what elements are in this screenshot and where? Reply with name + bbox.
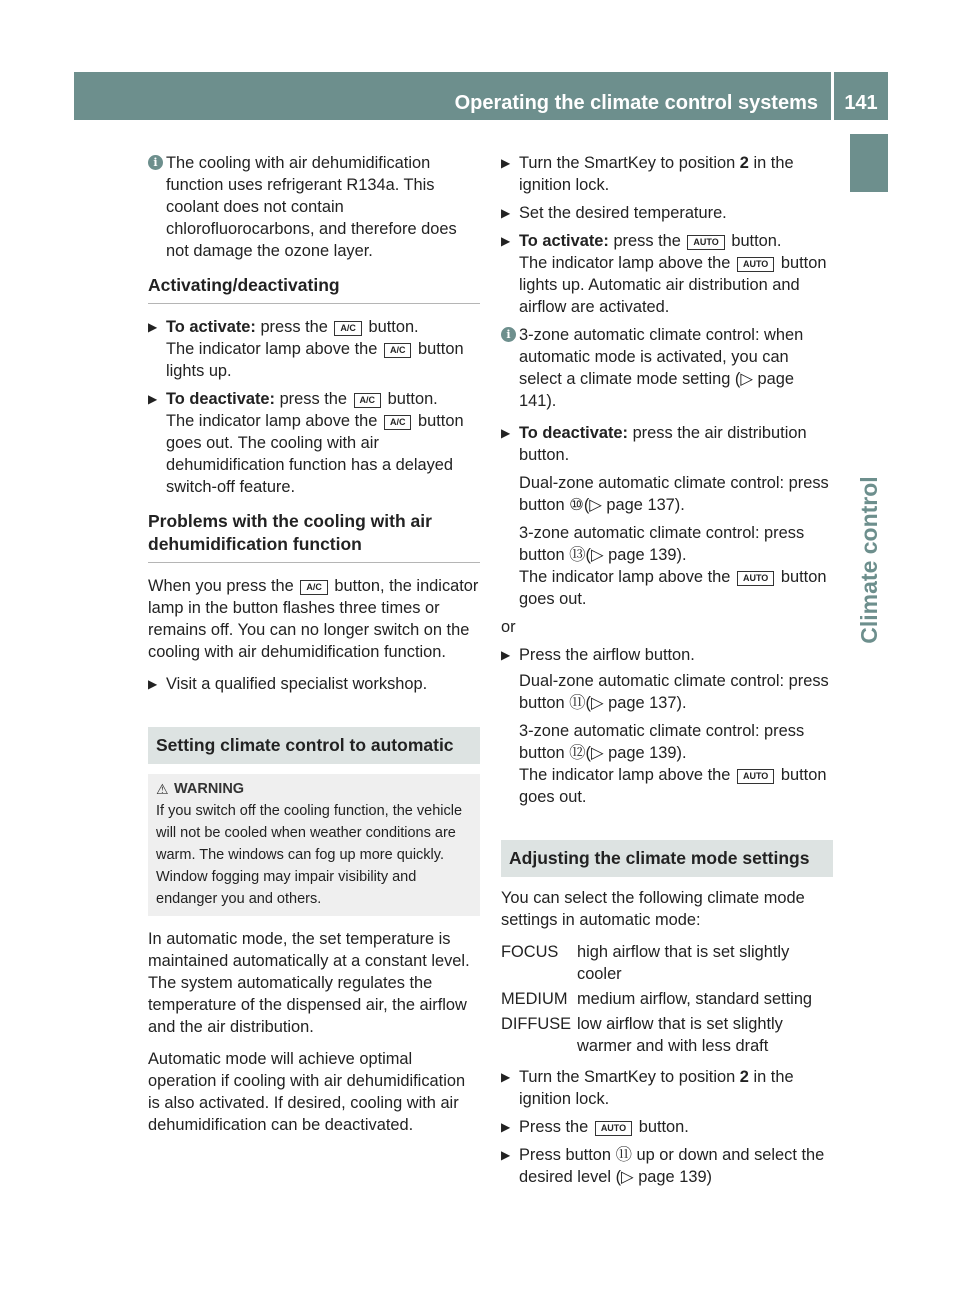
step-airflow xyxy=(501,644,833,808)
warning-title xyxy=(156,778,472,800)
info-note-3zone xyxy=(501,324,833,412)
step-arrow-icon: ▶ xyxy=(501,648,511,662)
step-text: Visit a qualified specialist workshop. xyxy=(166,675,428,693)
step-detail-out xyxy=(519,764,833,808)
mode-desc: medium airflow, standard setting xyxy=(577,990,813,1008)
auto-paragraph-1: In automatic mode, the set temperature is maintained automatically at a constant level. The system automatically regulates the temperature of the dispensed air, the airflow and the air distribution. xyxy=(148,930,470,1036)
right-column xyxy=(501,152,833,1194)
mode-name: DIFFUSE xyxy=(501,1015,572,1033)
step-detail-out xyxy=(519,566,833,610)
step-text: The indicator lamp above the xyxy=(519,568,731,586)
step-arrow-icon: ▶ xyxy=(148,677,158,691)
step-text: Set the desired temperature. xyxy=(519,204,727,222)
step-arrow-icon: ▶ xyxy=(148,392,158,406)
mode-desc: high airflow that is set slightly cooler xyxy=(577,943,790,983)
step-text: button lights up. Automatic air distribution and airflow are activated. xyxy=(519,254,827,316)
step-text: button. xyxy=(638,1118,689,1136)
step-text: button. xyxy=(368,318,419,336)
step-text: in the ignition lock. xyxy=(519,1068,794,1108)
step-arrow-icon: ▶ xyxy=(501,1120,511,1134)
ac-key-icon: A/C xyxy=(384,415,412,430)
step-detail-dual: Dual-zone automatic climate control: press button ⑪(▷ page 137). xyxy=(519,672,829,712)
step-text: The indicator lamp above the xyxy=(166,340,378,358)
step-detail-3zone: 3-zone automatic climate control: press button ⑫(▷ page 139). xyxy=(519,722,805,762)
auto-key-icon: AUTO xyxy=(737,769,774,784)
step-text: button lights up. xyxy=(166,340,464,380)
step-text: press the xyxy=(260,318,328,336)
step-detail-dual: Dual-zone automatic climate control: press button ⑩(▷ page 137). xyxy=(519,474,829,514)
heading-problems: Problems with the cooling with air dehumidification function xyxy=(148,510,480,563)
step-text: button. xyxy=(387,390,438,408)
auto-key-icon: AUTO xyxy=(595,1121,632,1136)
section-heading-modes: Adjusting the climate mode settings xyxy=(501,840,833,877)
key-position: 2 xyxy=(739,1068,749,1086)
step-label: To deactivate: xyxy=(519,424,628,442)
step-turn-key-2 xyxy=(501,1066,833,1110)
step-text: button. xyxy=(731,232,782,250)
step-arrow-icon: ▶ xyxy=(501,426,511,440)
step-deactivate xyxy=(148,388,480,498)
step-text: Press the xyxy=(519,1118,589,1136)
mode-name: MEDIUM xyxy=(501,990,568,1008)
step-text: Press the airflow button. xyxy=(519,646,695,664)
mode-row xyxy=(501,1013,833,1060)
step-activate xyxy=(148,316,480,382)
step-activate-auto xyxy=(501,230,833,318)
heading-activating: Activating/deactivating xyxy=(148,274,480,304)
step-label: To deactivate: xyxy=(166,390,275,408)
mode-name: FOCUS xyxy=(501,943,559,961)
auto-key-icon: AUTO xyxy=(737,257,774,272)
auto-key-icon: AUTO xyxy=(687,235,724,250)
para-text: When you press the xyxy=(148,577,294,595)
auto-key-icon: AUTO xyxy=(737,571,774,586)
step-set-temp xyxy=(501,202,833,224)
warning-title-text: WARNING xyxy=(174,781,245,797)
step-text: The indicator lamp above the xyxy=(166,412,378,430)
step-text: button goes out. The cooling with air dehumidification function has a delayed switch-off feature. xyxy=(166,412,464,496)
step-arrow-icon: ▶ xyxy=(501,156,511,170)
step-text: button goes out. xyxy=(519,766,827,806)
ac-key-icon: A/C xyxy=(384,343,412,358)
step-select-level xyxy=(501,1144,833,1188)
step-text: in the ignition lock. xyxy=(519,154,794,194)
step-text: button goes out. xyxy=(519,568,827,608)
warning-box xyxy=(148,774,480,916)
or-text: or xyxy=(501,618,516,636)
mode-row xyxy=(501,941,833,988)
auto-paragraph-2: Automatic mode will achieve optimal operation if cooling with air dehumidification is also activated. If desired, cooling with air dehumidification can be deactivated. xyxy=(148,1050,466,1134)
ac-key-icon: A/C xyxy=(354,393,382,408)
warning-text: If you switch off the cooling function, the vehicle will not be cooled when weather conditions are warm. The windows can fog up more quickly. Window fogging may impair visibility and endanger you and others. xyxy=(156,803,463,907)
step-arrow-icon: ▶ xyxy=(501,1070,511,1084)
section-heading-automatic: Setting climate control to automatic xyxy=(148,727,480,764)
ac-key-icon: A/C xyxy=(300,580,328,595)
step-text: The indicator lamp above the xyxy=(519,254,731,272)
step-text: press the air distribution button. xyxy=(519,424,807,464)
info-text: The cooling with air dehumidification function uses refrigerant R134a. This coolant does not contain chlorofluorocarbons, and therefore does not damage the ozone layer. xyxy=(166,154,457,260)
step-text: The indicator lamp above the xyxy=(519,766,731,784)
step-arrow-icon: ▶ xyxy=(501,1148,511,1162)
step-text: Turn the SmartKey to position xyxy=(519,1068,736,1086)
page-title: Operating the climate control systems xyxy=(454,92,818,114)
info-text: 3-zone automatic climate control: when automatic mode is activated, you can select a climate mode setting (▷ page 141). xyxy=(519,326,804,410)
step-turn-key xyxy=(501,152,833,196)
climate-mode-table xyxy=(501,941,833,1060)
step-arrow-icon: ▶ xyxy=(501,206,511,220)
step-text: Turn the SmartKey to position xyxy=(519,154,736,172)
para-text: button, the indicator lamp in the button flashes three times or remains off. You can no longer switch on the cooling with air dehumidification function. xyxy=(148,577,479,661)
key-position: 2 xyxy=(739,154,749,172)
left-column xyxy=(148,152,480,1146)
modes-intro: You can select the following climate mode settings in automatic mode: xyxy=(501,889,805,929)
step-deactivate-auto xyxy=(501,422,833,610)
step-text: press the xyxy=(613,232,681,250)
problems-paragraph xyxy=(148,575,480,663)
step-visit xyxy=(148,673,480,695)
step-label: To activate: xyxy=(166,318,256,336)
step-arrow-icon: ▶ xyxy=(501,234,511,248)
step-arrow-icon: ▶ xyxy=(148,320,158,334)
mode-desc: low airflow that is set slightly warmer and with less draft xyxy=(577,1015,783,1055)
step-text: Press button ⑪ up or down and select the desired level (▷ page 139) xyxy=(519,1146,825,1186)
info-icon: i xyxy=(148,155,163,170)
step-detail-3zone: 3-zone automatic climate control: press button ⑬(▷ page 139). xyxy=(519,524,805,564)
mode-row xyxy=(501,988,833,1013)
side-tab-label: Climate control xyxy=(856,476,882,644)
step-text: press the xyxy=(279,390,347,408)
info-note xyxy=(148,152,480,262)
page-number: 141 xyxy=(844,92,878,114)
step-press-auto xyxy=(501,1116,833,1138)
warning-triangle-icon: ⚠ xyxy=(156,781,169,797)
side-tab-marker xyxy=(850,134,888,192)
info-icon: i xyxy=(501,327,516,342)
ac-key-icon: A/C xyxy=(334,321,362,336)
step-label: To activate: xyxy=(519,232,609,250)
